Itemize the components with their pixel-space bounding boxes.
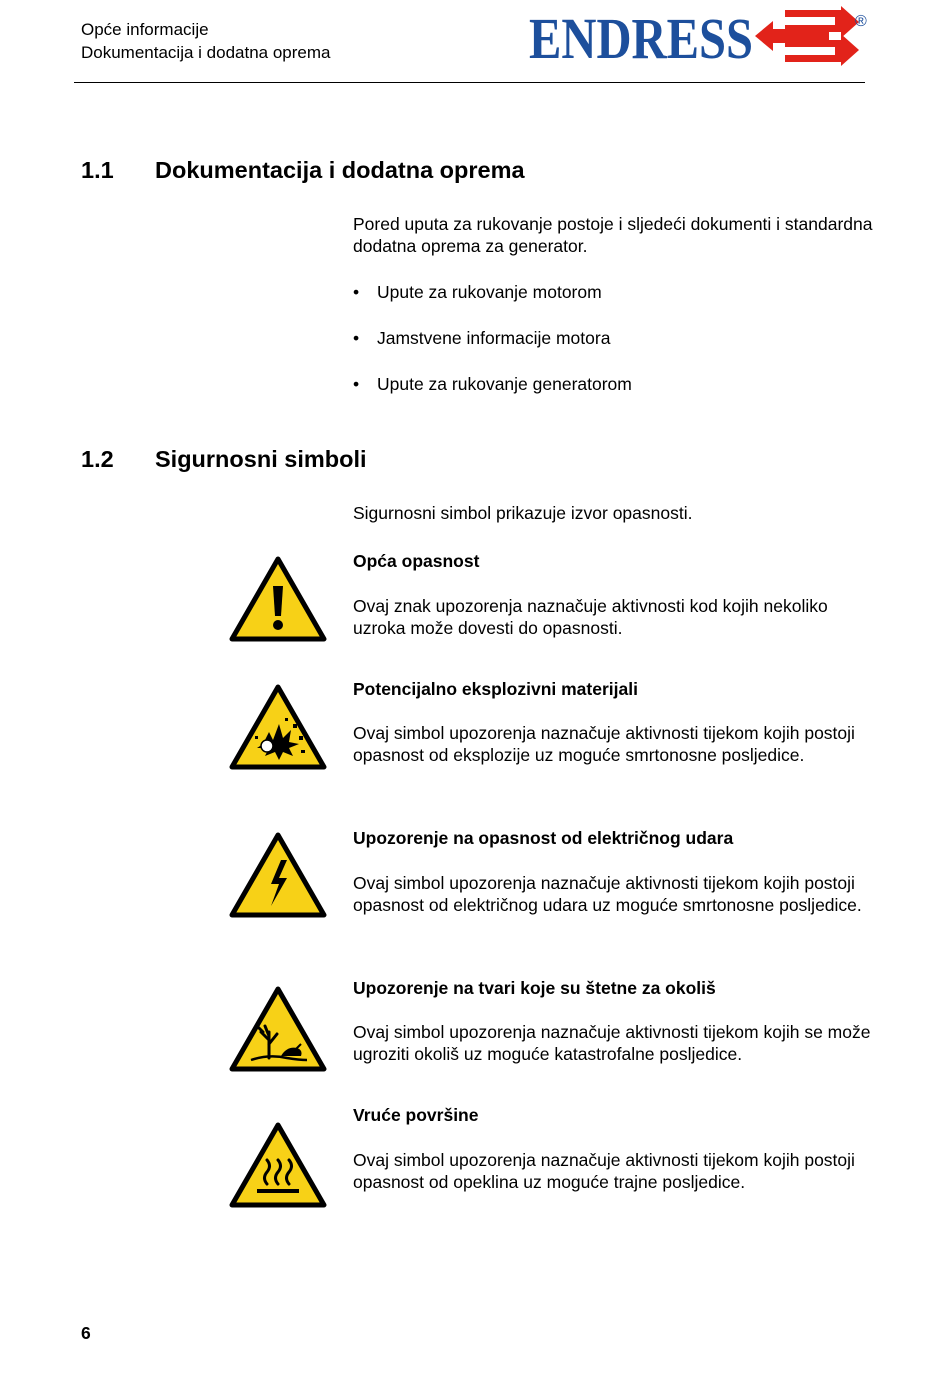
header-divider [74,82,865,83]
endress-logo [529,6,873,66]
list-item [353,281,602,303]
symbol-description: Ovaj simbol upozorenja naznačuje aktivnosti tijekom kojih postoji opasnost od eksplozije uz moguće smrtonosne posljedice. [353,723,855,765]
environment-hazard-icon [229,986,327,1072]
bullet-icon: • [353,374,360,394]
section-number: 1.1 [81,157,114,183]
symbol-title: Vruće površine [353,1105,479,1125]
section-title: Sigurnosni simboli [155,446,367,472]
list-item-text: Jamstvene informacije motora [377,328,611,348]
section-number: 1.2 [81,446,114,472]
list-item [353,327,610,349]
general-danger-icon [229,556,327,642]
logo-arrows-icon [755,6,859,66]
symbol-description: Ovaj simbol upozorenja naznačuje aktivnosti tijekom kojih postoji opasnost od opeklina uz moguće trajne posljedice. [353,1150,855,1192]
header-section: Dokumentacija i dodatna oprema [81,42,331,62]
header-chapter: Opće informacije [81,20,209,39]
section-title: Dokumentacija i dodatna oprema [155,157,525,183]
list-item-text: Upute za rukovanje motorom [377,282,602,302]
list-item [353,373,632,395]
logo-wordmark: ENDRESS [529,6,753,66]
list-item-text: Upute za rukovanje generatorom [377,374,632,394]
documentation-intro: Pored uputa za rukovanje postoje i sljedeći dokumenti i standardna dodatna oprema za generator. [353,214,873,256]
section-heading-safety-symbols [81,445,367,473]
safety-symbols-intro: Sigurnosni simbol prikazuje izvor opasnosti. [353,503,693,523]
symbol-description: Ovaj znak upozorenja naznačuje aktivnosti kod kojih nekoliko uzroka može dovesti do opasnosti. [353,596,828,638]
bullet-icon: • [353,328,360,348]
section-heading-documentation [81,156,525,184]
symbol-description: Ovaj simbol upozorenja naznačuje aktivnosti tijekom kojih postoji opasnost od električnog udara uz moguće smrtonosne posljedice. [353,873,862,915]
page-number: 6 [81,1323,91,1343]
logo-registered-mark: ® [855,13,867,30]
symbol-title: Upozorenje na tvari koje su štetne za okoliš [353,978,716,998]
symbol-title: Potencijalno eksplozivni materijali [353,679,638,699]
symbol-title: Upozorenje na opasnost od električnog udara [353,828,734,848]
explosive-icon [229,684,327,770]
hot-surface-icon [229,1122,327,1208]
bullet-icon: • [353,282,360,302]
electric-shock-icon [229,832,327,918]
running-header [81,19,330,64]
symbol-title: Opća opasnost [353,551,480,571]
symbol-description: Ovaj simbol upozorenja naznačuje aktivnosti tijekom kojih se može ugroziti okoliš uz moguće katastrofalne posljedice. [353,1022,871,1064]
